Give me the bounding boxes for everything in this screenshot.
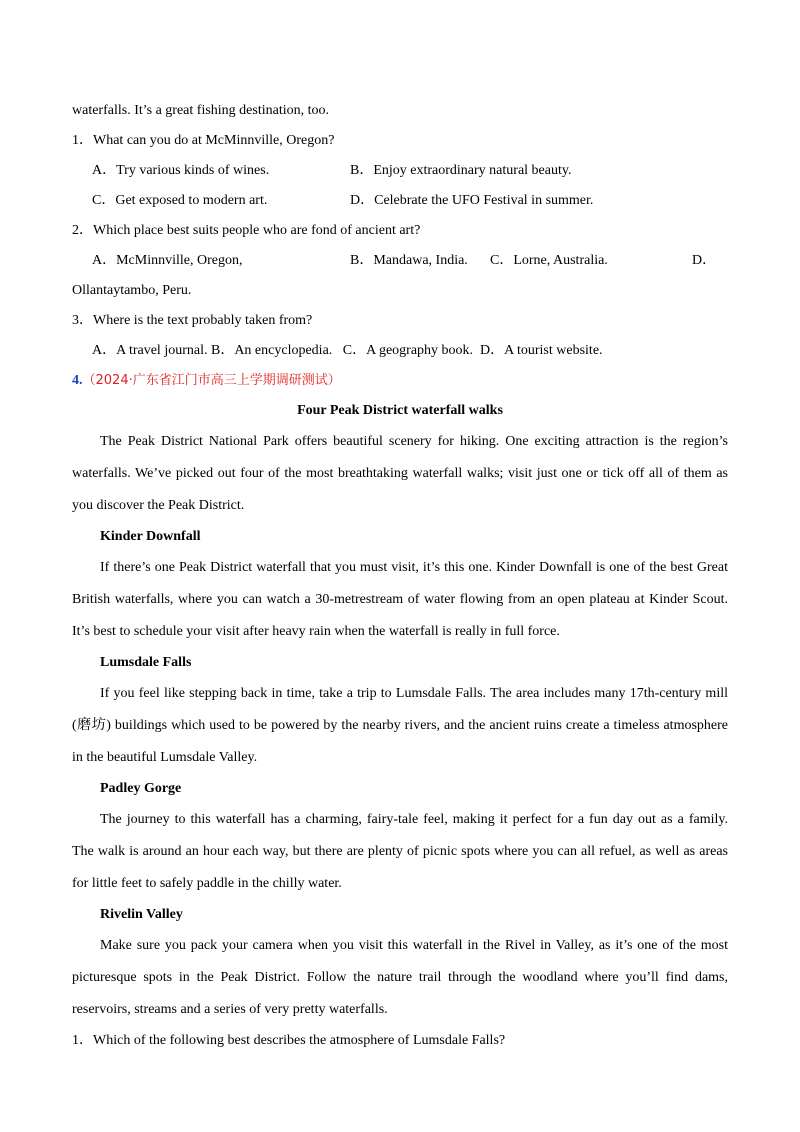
question-1-options-row-2 [72,186,728,216]
option-a: A．A travel journal. [92,343,208,358]
paragraph-line: in the beautiful Lumsdale Valley. [72,750,258,765]
paragraph-line: for little feet to safely paddle in the chilly water. [72,876,342,891]
document-page [72,96,728,1056]
paragraph-line: The Peak District National Park offers beautiful scenery for hiking. One exciting attraction is the region’s [100,434,728,449]
question-2 [72,216,728,246]
question-number: 2． [72,223,93,238]
paragraph-line: you discover the Peak District. [72,498,245,513]
option-a: A．McMinnville, Oregon, [92,253,243,268]
option-b: B．Enjoy extraordinary natural beauty. [350,163,572,178]
question-2-options-row-2 [72,276,728,306]
passage-title: Four Peak District waterfall walks [297,403,503,418]
section-heading: Lumsdale Falls [100,655,192,670]
question-2-options-row-1 [72,246,728,276]
option-d-text: Ollantaytambo, Peru. [72,283,192,298]
question-3 [72,306,728,336]
question-1 [72,1026,728,1056]
option-d: D．Celebrate the UFO Festival in summer. [350,193,594,208]
paragraph-line: picturesque spots in the Peak District. Follow the nature trail through the woodland where you’ll find dams, [72,970,728,985]
section-heading: Padley Gorge [100,781,182,796]
paragraph-line: The walk is around an hour each way, but there are plenty of picnic spots where you can all refuel, as well as areas [72,844,728,859]
question-3-options-row [72,336,728,366]
exercise-header [72,366,728,396]
question-number: 1． [72,133,93,148]
option-a: A．Try various kinds of wines. [92,163,270,178]
passage-tail-line: waterfalls. It’s a great fishing destination, too. [72,103,329,118]
paragraph-line: The journey to this waterfall has a charming, fairy-tale feel, making it perfect for a fun day out as a family. [100,812,728,827]
paragraph-line: British waterfalls, where you can watch a 30-metrestream of water flowing from an open plateau at Kinder Scout. [72,592,728,607]
exercise-number: 4. [72,373,83,388]
paragraph-line: reservoirs, streams and a series of very pretty waterfalls. [72,1002,388,1017]
question-text: Which place best suits people who are fond of ancient art? [93,223,421,238]
paragraph-line: waterfalls. We’ve picked out four of the most breathtaking waterfall walks; visit just one or tick off all of them as [72,466,728,481]
question-text: What can you do at McMinnville, Oregon? [93,133,335,148]
section-heading: Rivelin Valley [100,907,183,922]
option-c: C．A geography book. [342,343,474,358]
option-c: C．Get exposed to modern art. [92,193,268,208]
question-1-options-row-1 [72,156,728,186]
question-number: 1． [72,1033,93,1048]
option-d-label: D． [692,253,717,268]
option-b: B．An encyclopedia. [210,343,333,358]
paragraph-line: It’s best to schedule your visit after heavy rain when the waterfall is really in full force. [72,624,560,639]
paragraph-line: If there’s one Peak District waterfall that you must visit, it’s this one. Kinder Downfall is one of the best Great [100,560,728,575]
question-number: 3． [72,313,93,328]
question-1 [72,126,728,156]
paragraph-line: (磨坊) buildings which used to be powered by the nearby rivers, and the ancient ruins create a timeless atmosphere [72,718,728,733]
section-heading: Kinder Downfall [100,529,201,544]
option-d: D．A tourist website. [480,343,603,358]
question-text: Which of the following best describes the atmosphere of Lumsdale Falls? [93,1033,506,1048]
option-b: B．Mandawa, India. [350,253,468,268]
question-text: Where is the text probably taken from? [93,313,313,328]
paragraph-line: Make sure you pack your camera when you visit this waterfall in the Rivel in Valley, as it’s one of the most [100,938,728,953]
exercise-source: （2024·广东省江门市高三上学期调研测试） [82,373,341,388]
option-c: C．Lorne, Australia. [490,253,608,268]
paragraph-line: If you feel like stepping back in time, take a trip to Lumsdale Falls. The area includes many 17th-century mill [100,686,728,701]
